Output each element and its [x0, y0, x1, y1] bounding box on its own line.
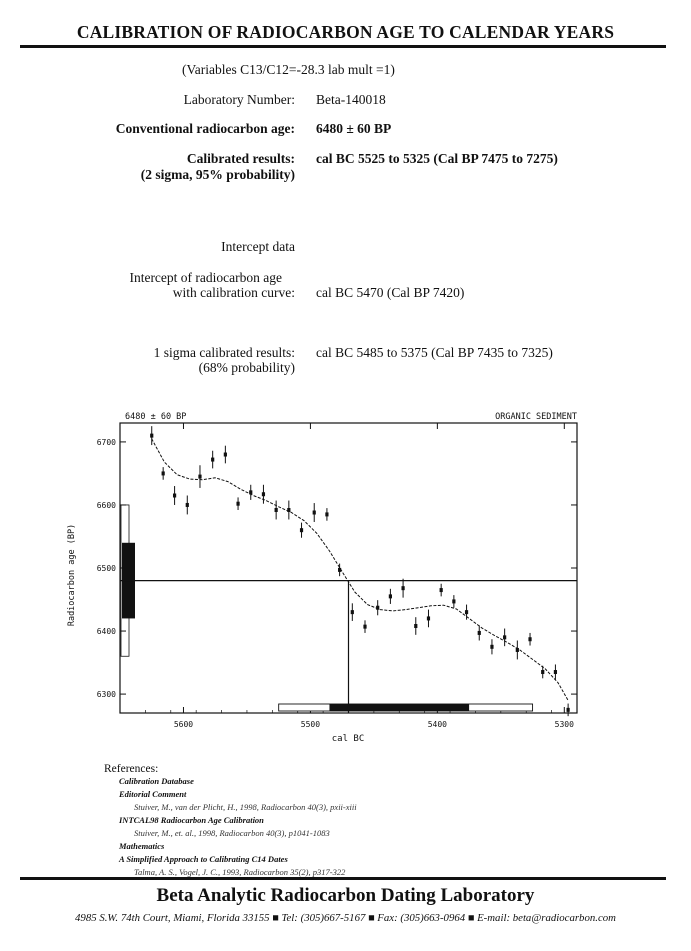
sigma1-sub: (68% probability): [198, 360, 295, 375]
reference-item: Stuiver, M., van der Plicht, H., 1998, Radiocarbon 40(3), pxii-xiii: [134, 802, 357, 812]
data-points: [150, 426, 570, 716]
data-point: [478, 625, 481, 640]
calibrated-sub: (2 sigma, 95% probability): [140, 167, 295, 182]
point-marker: [452, 599, 455, 603]
data-point: [300, 523, 303, 538]
intercept-value: cal BC 5470 (Cal BP 7420): [316, 285, 465, 300]
data-point: [275, 501, 278, 520]
reference-item: Calibration Database: [119, 776, 194, 786]
point-marker: [351, 610, 354, 614]
data-point: [452, 595, 455, 608]
data-point: [186, 496, 189, 515]
references-block: [104, 763, 357, 879]
data-point: [427, 610, 430, 628]
data-point: [224, 446, 227, 464]
data-point: [325, 508, 328, 521]
data-point: [351, 603, 354, 621]
point-marker: [249, 490, 252, 494]
point-marker: [376, 606, 379, 610]
point-marker: [516, 648, 519, 652]
lab-address: 4985 S.W. 74th Court, Miami, Florida 33155 ■ Tel: (305)667-5167 ■ Fax: (305)663-0964 ■ E-mail: beta@radiocarbon.com: [75, 912, 616, 924]
data-point: [198, 465, 201, 488]
data-point: [313, 503, 316, 522]
x-tick-label: 5400: [427, 720, 447, 729]
y-tick-label: 6400: [96, 627, 116, 637]
variables-note: (Variables C13/C12=-28.3 lab mult =1): [182, 62, 395, 77]
x-tick-label: 5600: [173, 720, 194, 729]
chart-title-right: ORGANIC SEDIMENT: [495, 412, 577, 422]
data-point: [363, 620, 366, 633]
point-marker: [224, 453, 227, 457]
point-marker: [162, 471, 165, 475]
point-marker: [465, 610, 468, 614]
point-marker: [287, 508, 290, 512]
data-point: [554, 664, 557, 679]
point-marker: [236, 502, 239, 506]
reference-item: Talma, A. S., Vogel, J. C., 1993, Radiocarbon 35(2), p317-322: [134, 867, 346, 877]
y-axis-label: Radiocarbon age (BP): [67, 523, 77, 627]
calibrated-label: Calibrated results:: [186, 151, 295, 166]
intercept-heading: Intercept data: [221, 239, 295, 254]
point-marker: [414, 624, 417, 628]
data-point: [262, 485, 265, 504]
lab-number-value: Beta-140018: [316, 92, 386, 107]
point-marker: [211, 458, 214, 462]
data-point: [401, 579, 404, 598]
intercept-label-1: Intercept of radiocarbon age: [129, 270, 282, 285]
data-point: [541, 666, 544, 679]
intercept-label-2: with calibration curve:: [172, 285, 295, 300]
conv-age-value: 6480 ± 60 BP: [316, 121, 392, 136]
data-point: [287, 501, 290, 520]
y-tick-label: 6500: [96, 564, 116, 573]
point-marker: [363, 625, 366, 629]
point-marker: [325, 512, 328, 516]
reference-item: Editorial Comment: [119, 789, 187, 799]
x-tick-label: 5300: [554, 720, 574, 729]
reference-item: A Simplified Approach to Calibrating C14 Dates: [119, 854, 288, 864]
header-rule: [20, 45, 666, 48]
data-point: [211, 451, 214, 469]
y-tick-label: 6300: [96, 690, 116, 700]
point-marker: [401, 586, 404, 590]
point-marker: [541, 670, 544, 674]
point-marker: [478, 631, 481, 635]
data-point: [528, 633, 531, 646]
data-point: [567, 704, 570, 717]
point-marker: [427, 616, 430, 620]
point-marker: [198, 475, 201, 479]
data-point: [162, 467, 165, 480]
data-point: [490, 639, 493, 654]
point-marker: [567, 708, 570, 712]
one-sigma-range-bar: [329, 704, 469, 711]
calibrated-range-bars: [279, 704, 533, 711]
data-point: [249, 485, 252, 500]
calibrated-value: cal BC 5525 to 5325 (Cal BP 7475 to 7275): [316, 151, 558, 166]
point-marker: [490, 645, 493, 649]
reference-item: Mathematics: [119, 841, 165, 851]
point-marker: [150, 434, 153, 438]
point-marker: [338, 568, 341, 572]
point-marker: [275, 508, 278, 512]
data-point: [516, 641, 519, 660]
y-tick-label: 6700: [96, 437, 116, 447]
references-heading: References:: [104, 763, 159, 775]
page-title: CALIBRATION OF RADIOCARBON AGE TO CALENDAR YEARS: [76, 22, 615, 42]
y-tick-label: 6600: [96, 500, 116, 510]
data-point: [389, 589, 392, 604]
data-point: [173, 486, 176, 505]
references-list: [104, 775, 357, 879]
lab-number-label: Laboratory Number:: [183, 92, 295, 107]
point-marker: [528, 637, 531, 641]
data-point: [376, 600, 379, 615]
data-point: [150, 426, 153, 445]
reference-item: Stuiver, M., et. al., 1998, Radiocarbon 40(3), p1041-1083: [134, 828, 330, 838]
data-point: [440, 584, 443, 597]
data-point: [414, 617, 417, 635]
measured-age-band: [120, 505, 577, 713]
point-marker: [262, 492, 265, 496]
data-point: [236, 497, 239, 510]
point-marker: [554, 670, 557, 674]
point-marker: [440, 588, 443, 592]
point-marker: [389, 594, 392, 598]
footer-rule: [20, 877, 666, 880]
sigma1-value: cal BC 5485 to 5375 (Cal BP 7435 to 7325): [316, 345, 553, 360]
sigma1-label: 1 sigma calibrated results:: [153, 345, 295, 360]
axis-labels: [97, 438, 574, 729]
point-marker: [300, 528, 303, 532]
conv-age-label: Conventional radiocarbon age:: [115, 121, 295, 136]
x-tick-label: 5500: [300, 720, 321, 729]
lab-name: Beta Analytic Radiocarbon Dating Laboratory: [156, 885, 535, 906]
chart-title-left: 6480 ± 60 BP: [125, 412, 187, 422]
calibration-curve: [152, 439, 568, 701]
reference-item: INTCAL98 Radiocarbon Age Calibration: [119, 815, 264, 825]
point-marker: [503, 635, 506, 639]
point-marker: [173, 494, 176, 498]
calibration-curve-line: [152, 439, 568, 701]
calibration-chart: [60, 405, 600, 750]
x-axis-label: cal BC: [331, 734, 365, 744]
point-marker: [313, 511, 316, 515]
data-point: [503, 629, 506, 647]
point-marker: [186, 503, 189, 507]
